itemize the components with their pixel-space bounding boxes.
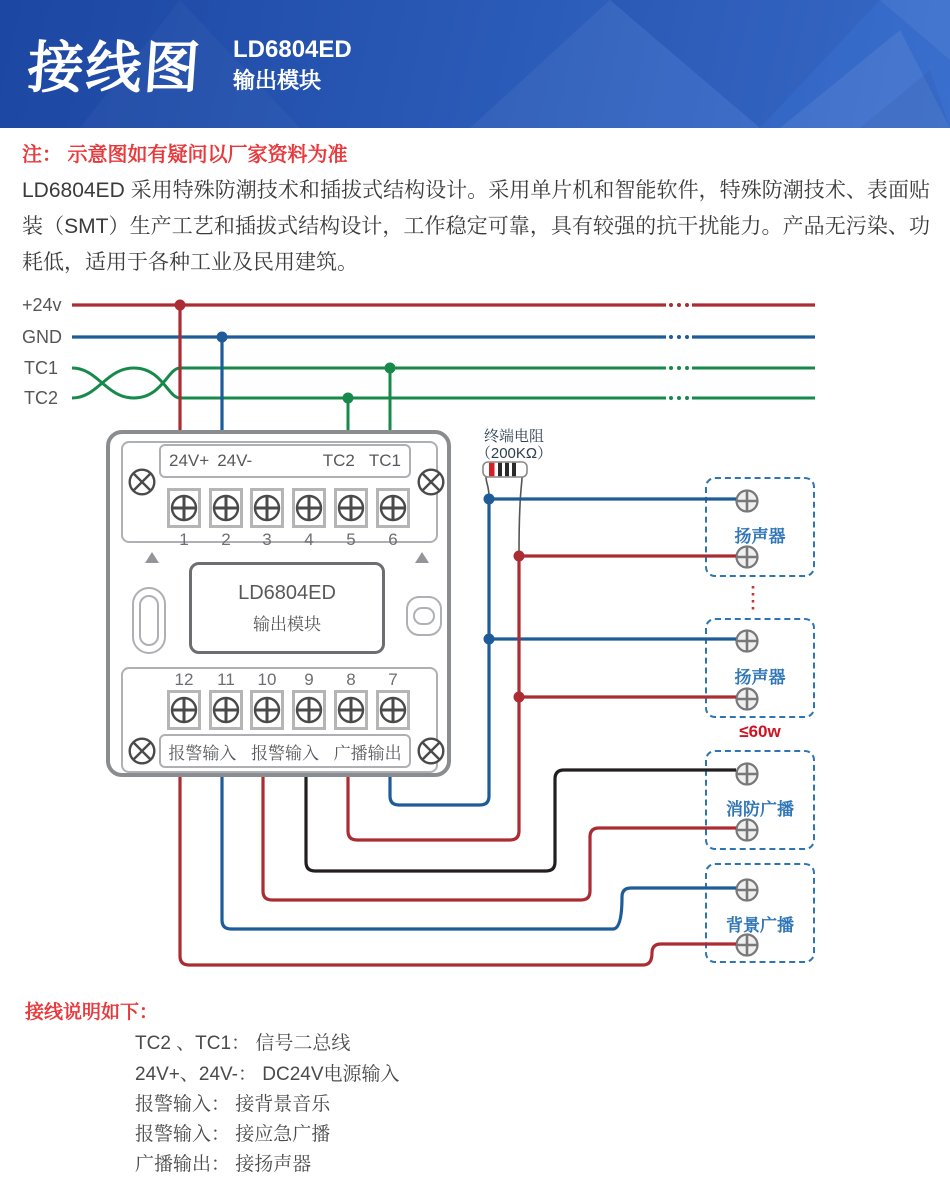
legend-item: 24V+、24V-： DC24V电源输入 [135, 1064, 400, 1085]
speaker-box-2 [705, 618, 815, 718]
label-broadcast-output: 广播输出 [333, 743, 402, 763]
label-alarm-input-2: 报警输入 [250, 743, 319, 763]
device-label: 扬声器 [734, 668, 786, 687]
triangle-marker-icon [145, 552, 159, 563]
header-model: LD6804ED [233, 36, 352, 63]
terminal-screw-7 [376, 690, 410, 730]
terminal-number: 5 [346, 530, 356, 549]
terminal-number: 12 [174, 670, 194, 689]
resistor-body [483, 462, 527, 477]
terminal-number: 1 [179, 530, 189, 549]
terminal-number: 3 [262, 530, 272, 549]
bus-label-tc2: TC2 [24, 388, 59, 408]
screw-terminal-icon [734, 544, 760, 570]
terminal-screw-10 [250, 690, 284, 730]
triangle-marker-icon [415, 552, 429, 563]
device-label: 背景广播 [726, 916, 794, 935]
resistor-band [505, 463, 509, 476]
junction-dot [217, 332, 228, 343]
screw-terminal-icon [734, 877, 760, 903]
screw-terminal-icon [734, 932, 760, 958]
power-limit-note: ≤60w [739, 722, 781, 741]
fire-broadcast-box [705, 750, 815, 850]
terminal-screw-5 [334, 488, 368, 528]
wire-tc2-bus [72, 368, 666, 398]
led-slot-left [132, 587, 166, 654]
module-top-label-strip [159, 444, 411, 478]
wire-terminal9-black [306, 770, 736, 871]
wire-tc1-bus [72, 368, 666, 398]
speaker-box-1 [705, 477, 815, 577]
terminal-screw-8 [334, 690, 368, 730]
led-slot-right [406, 596, 442, 636]
x-screw-icon [127, 467, 157, 497]
label-tc1: TC1 [368, 451, 401, 470]
terminal-number: 2 [221, 530, 231, 549]
junction-dot [175, 300, 186, 311]
resistor-band-red [489, 463, 495, 476]
module-model: LD6804ED [238, 581, 336, 604]
led-slot-right-inner [413, 607, 435, 625]
wire-terminal11-blue [222, 776, 736, 929]
junction-dot [514, 551, 525, 562]
screw-terminal-icon [734, 686, 760, 712]
header-subtitle: 输出模块 [233, 68, 322, 93]
resistor-band [498, 463, 502, 476]
background-broadcast-box [705, 863, 815, 963]
module-bottom-label-strip [159, 734, 411, 768]
label-24v-minus: 24V- [217, 451, 253, 470]
junction-dot [514, 692, 525, 703]
resistor-lead-right [519, 477, 522, 554]
label-tc2: TC2 [322, 451, 355, 470]
screw-terminal-icon [734, 761, 760, 787]
header-banner [0, 0, 950, 128]
terminal-number: 4 [304, 530, 314, 549]
output-module [106, 430, 451, 777]
bus-label-gnd: GND [22, 327, 62, 347]
device-label: 扬声器 [734, 527, 786, 546]
screw-terminal-icon [734, 488, 760, 514]
terminal-number: 6 [388, 530, 398, 549]
junction-dot [343, 393, 354, 404]
product-description: LD6804ED 采用特殊防潮技术和插拔式结构设计。采用单片机和智能软件，特殊防潮技术、表面贴装（SMT）生产工艺和插拔式结构设计，工作稳定可靠，具有较强的抗干扰能力。产品无污染、功耗低，适用于各种工业及民用建筑。 [22, 179, 930, 274]
legend-title: 接线说明如下： [25, 1002, 159, 1023]
module-type: 输出模块 [253, 614, 321, 634]
screw-terminal-icon [734, 628, 760, 654]
terminal-number: 9 [304, 670, 314, 689]
x-screw-icon [127, 736, 157, 766]
module-nameplate [189, 562, 385, 654]
terminal-resistor-label [462, 428, 566, 462]
terminal-screw-9 [292, 690, 326, 730]
terminal-number: 8 [346, 670, 356, 689]
terminal-number: 7 [388, 670, 398, 689]
terminal-screw-4 [292, 488, 326, 528]
terminal-number: 10 [257, 670, 277, 689]
led-slot-left-inner [139, 595, 159, 646]
device-label: 消防广播 [726, 800, 794, 819]
legend-item: 报警输入： 接应急广播 [135, 1124, 331, 1145]
x-screw-icon [416, 736, 446, 766]
screw-terminal-icon [734, 817, 760, 843]
terminal-resistor-name: 终端电阻 [483, 428, 544, 445]
resistor-lead-left [486, 477, 489, 497]
page-title: 接线图 [25, 36, 204, 99]
legend-item: 报警输入： 接背景音乐 [135, 1094, 331, 1115]
label-alarm-input-1: 报警输入 [168, 743, 237, 763]
terminal-screw-12 [167, 690, 201, 730]
junction-dot [385, 363, 396, 374]
x-screw-icon [416, 467, 446, 497]
terminal-number: 11 [217, 670, 235, 689]
wire-terminal10-red [263, 776, 736, 900]
legend-item: 广播输出： 接扬声器 [135, 1154, 312, 1175]
terminal-screw-11 [209, 690, 243, 730]
junction-dot [484, 494, 495, 505]
disclaimer-note: 注： 示意图如有疑问以厂家资料为准 [22, 144, 348, 166]
terminal-screw-3 [250, 488, 284, 528]
terminal-screw-1 [167, 488, 201, 528]
wire-terminal12-red [180, 776, 736, 965]
terminal-screw-6 [376, 488, 410, 528]
terminal-screw-2 [209, 488, 243, 528]
bus-label-24v: +24v [22, 295, 62, 315]
junction-dot [484, 634, 495, 645]
terminal-resistor-value: （200KΩ） [475, 445, 553, 462]
label-24v-plus: 24V+ [169, 451, 210, 470]
bus-label-tc1: TC1 [24, 358, 59, 378]
resistor-band [512, 463, 516, 476]
legend-item: TC2 、TC1： 信号二总线 [135, 1033, 351, 1054]
